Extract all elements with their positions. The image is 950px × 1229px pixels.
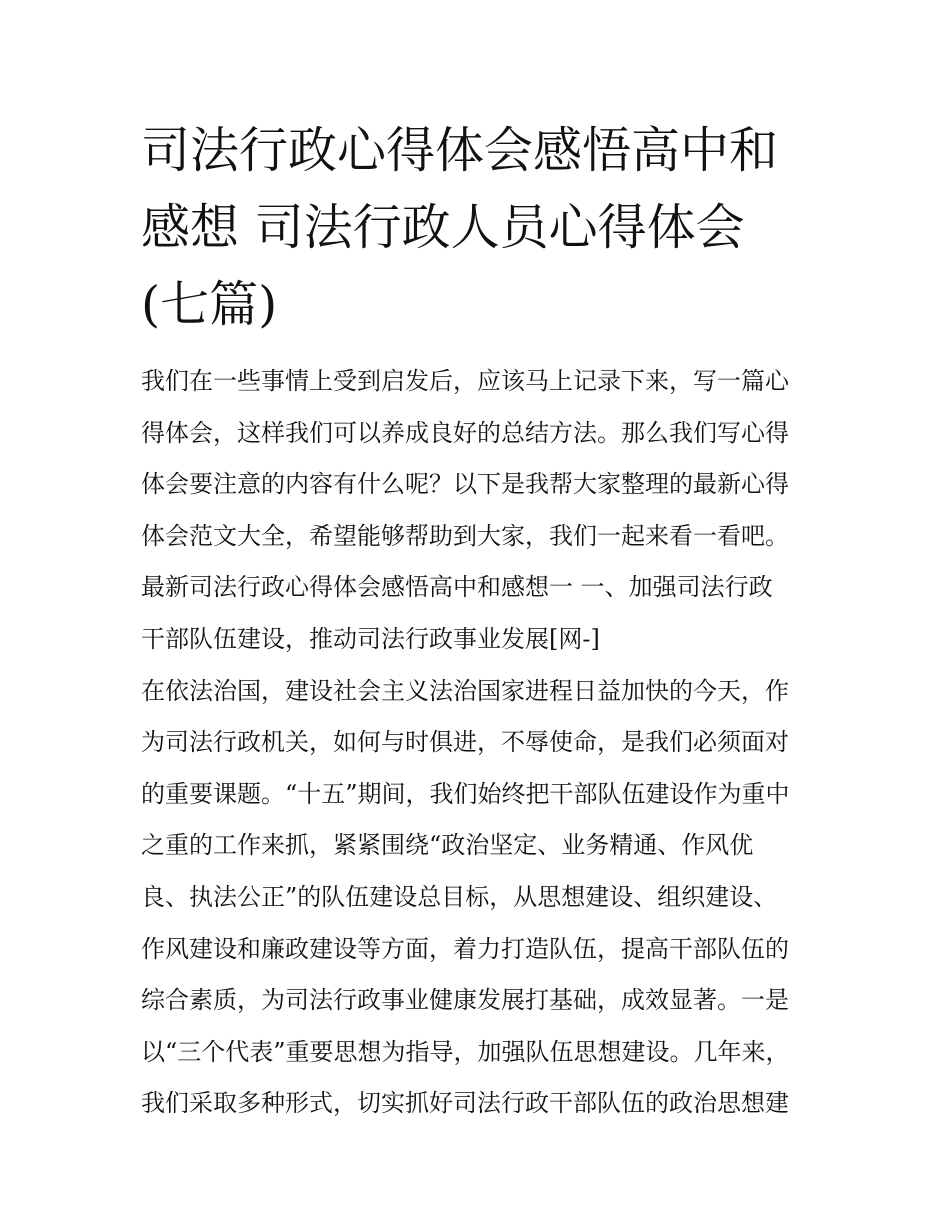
body-line: 得体会，这样我们可以养成良好的总结方法。那么我们写心得 <box>141 418 789 447</box>
document-title <box>141 112 821 343</box>
body-line: 最新司法行政心得体会感悟高中和感想一 一、加强司法行政 <box>141 573 773 602</box>
body-line: 的重要课题。“十五”期间，我们始终把干部队伍建设作为重中 <box>141 779 790 808</box>
body-line: 体会要注意的内容有什么呢？以下是我帮大家整理的最新心得 <box>141 470 789 499</box>
body-line: 作风建设和廉政建设等方面，着力打造队伍，提高干部队伍的 <box>141 934 789 963</box>
body-line: 我们采取多种形式，切实抓好司法行政干部队伍的政治思想建 <box>141 1089 789 1118</box>
body-line: 综合素质，为司法行政事业健康发展打基础，成效显著。一是 <box>141 986 789 1015</box>
body-line: 之重的工作来抓，紧紧围绕“政治坚定、业务精通、作风优 <box>141 831 754 860</box>
title-line: (七篇) <box>141 276 278 333</box>
body-line: 良、执法公正”的队伍建设总目标，从思想建设、组织建设、 <box>141 882 778 911</box>
body-line: 为司法行政机关，如何与时俱进，不辱使命，是我们必须面对 <box>141 728 789 757</box>
body-line: 我们在一些事情上受到启发后，应该马上记录下来，写一篇心 <box>141 367 789 395</box>
title-line: 司法行政心得体会感悟高中和 <box>141 122 779 179</box>
body-line: 以“三个代表”重要思想为指导，加强队伍思想建设。几年来， <box>141 1037 790 1066</box>
body-line: 干部队伍建设，推动司法行政事业发展[网-] <box>141 624 600 653</box>
document-body <box>141 356 821 1130</box>
body-line: 体会范文大全，希望能够帮助到大家，我们一起来看一看吧。 <box>141 521 789 550</box>
body-line: 在依法治国，建设社会主义法治国家进程日益加快的今天，作 <box>141 676 789 705</box>
title-line: 感想 司法行政人员心得体会 <box>141 199 745 256</box>
